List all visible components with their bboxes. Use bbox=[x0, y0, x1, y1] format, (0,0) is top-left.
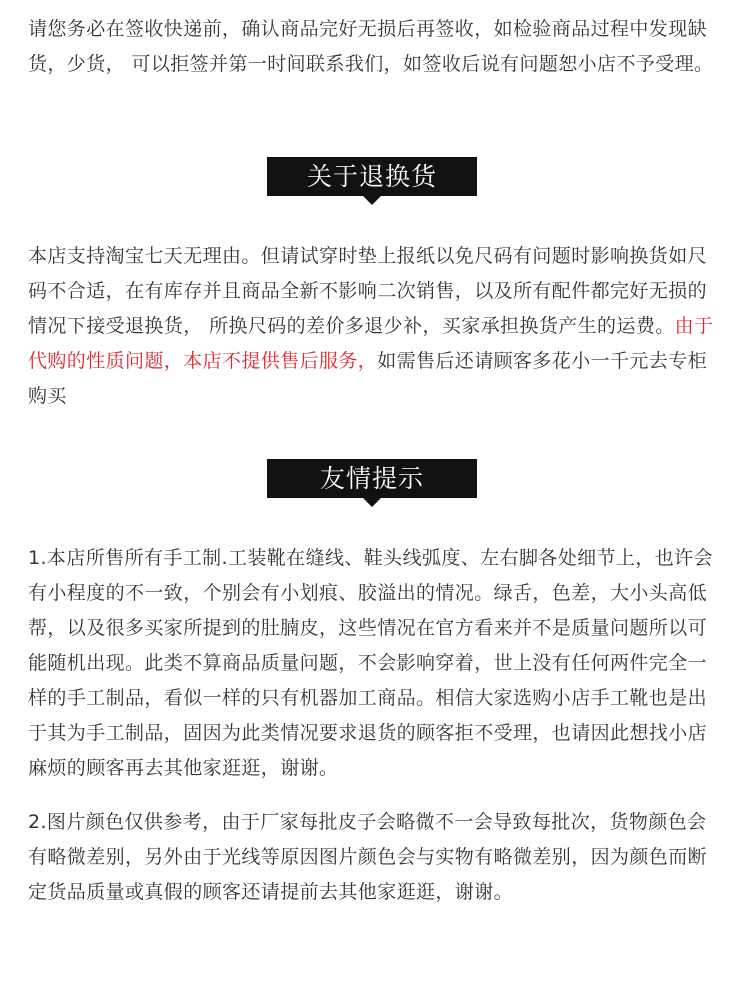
friendly-tips-heading-label: 友情提示 bbox=[319, 464, 424, 493]
heading-arrow-icon bbox=[363, 196, 381, 205]
intro-paragraph: 请您务必在签收快递前，确认商品完好无损后再签收，如检验商品过程中发现缺货，少货， 可以拒签并第一时间联系我们，如签收后说有问题恕小店不予受理。 bbox=[28, 18, 714, 75]
no-after-sales-notice: 由于代购的性质问题，本店不提供售后服务， bbox=[28, 315, 714, 372]
heading-arrow-icon bbox=[363, 498, 381, 507]
return-policy-paragraph bbox=[28, 239, 718, 414]
return-exchange-heading-label: 关于退换货 bbox=[306, 162, 437, 191]
return-policy-text-end: 如需售后还请顾客多花小一千元去专柜购买 bbox=[28, 350, 708, 407]
tip-item-color: 2.图片颜色仅供参考，由于厂家每批皮子会略微不一会导致每批次，货物颜色会有略微差别，另外由于光线等原因图片颜色会与实物有略微差别，因为颜色而断定货品质量或真假的顾客还请提前去其他家逛逛，谢谢。 bbox=[28, 811, 708, 903]
friendly-tips-heading bbox=[267, 459, 477, 498]
return-exchange-heading bbox=[267, 157, 477, 196]
return-policy-text: 本店支持淘宝七天无理由。但请试穿时垫上报纸以免尺码有问题时影响换货如尺码不合适，在有库存并且商品全新不影响二次销售，以及所有配件都完好无损的情况下接受退换货， 所换尺码的差价多退少补，买家承担换货产生的运费。 bbox=[28, 245, 708, 337]
tip-item-handmade: 1.本店所售所有手工制.工装靴在缝线、鞋头线弧度、左右脚各处细节上，也许会有小程度的不一致，个别会有小划痕、胶溢出的情况。绿舌，色差，大小头高低帮，以及很多买家所提到的肚腩皮，这些情况在官方看来并不是质量问题所以可能随机出现。此类不算商品质量问题，不会影响穿着，世上没有任何两件完全一样的手工制品，看似一样的只有机器加工商品。相信大家选购小店手工靴也是出于其为手工制品，固因为此类情况要求退货的顾客拒不受理，也请因此想找小店麻烦的顾客再去其他家逛逛，谢谢。 bbox=[28, 547, 713, 779]
